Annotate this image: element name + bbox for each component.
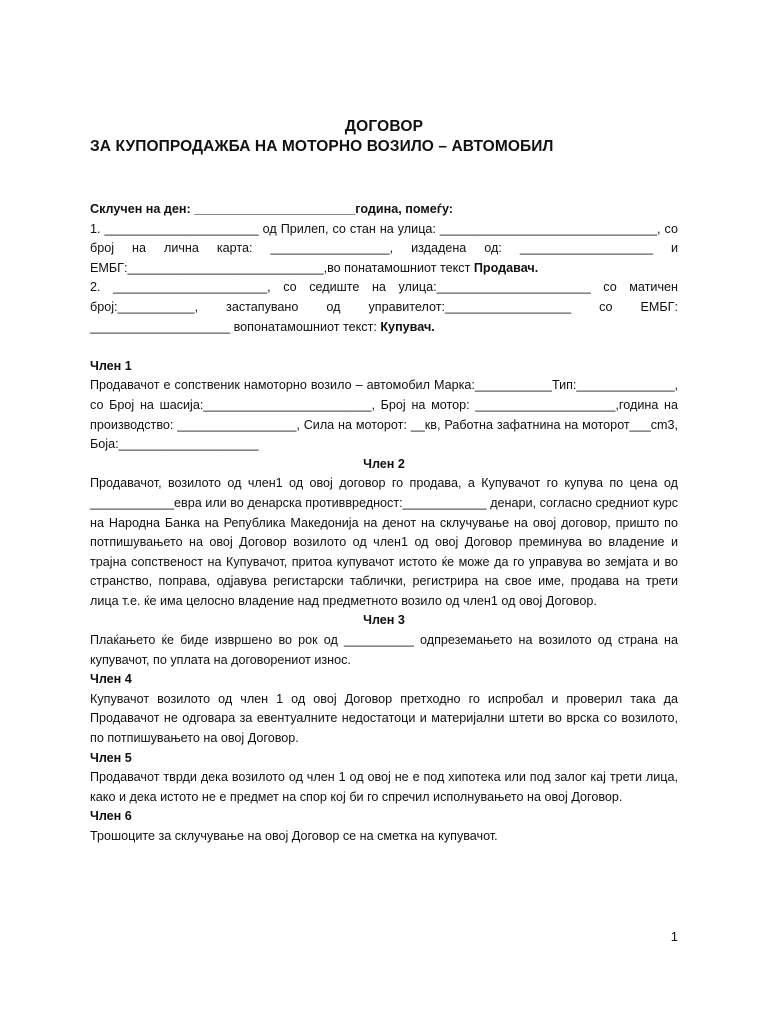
document-title: ДОГОВОР <box>344 118 424 135</box>
article-3-title: Член 3 <box>363 613 405 628</box>
article-6-title: Член 6 <box>90 809 132 824</box>
party-2-role: Купувач. <box>380 319 435 334</box>
article-5-title: Член 5 <box>90 750 132 765</box>
party-1-text: 1. ______________________ од Прилеп, со стан на улица: _______________________________, со број на лична карта: _________________, издадена од: ___________________ и ЕМБГ:____________________________,во понатамошниот текст <box>90 221 678 275</box>
article-3-text: Плаќањето ќе биде извршено во рок од __________ одпреземањето на возилото од страна на купувачот, по уплата на договорениот износ. <box>90 633 678 667</box>
article-2-text: Продавачот, возилото од член1 од овој договор го продава, а Купувачот го купува по цена од ____________евра или во денарска противвредност:____________ денари, согласно средниот курс на Народна Банка на Република Македонија на денот на склучување на овој договор, пришто по потпишувањето на овој Договор возилото од член1 од овој Договор преминува во владение и трајна сопственост на Купувачот, притоа купувачот истото ќе може да го управува во земјата и во странство, поправа, одјавува регистарски таблички, регистрира на свое име, продава на трети лица т.е. ќе има целосно владение над предметното возило од член1 од овој Договор. <box>90 476 678 608</box>
article-6-text: Трошоците за склучување на овој Договор се на сметка на купувачот. <box>90 829 498 843</box>
document-subtitle: ЗА КУПОПРОДАЖБА НА МОТОРНО ВОЗИЛО – АВТОМОБИЛ <box>90 138 554 155</box>
party-2 <box>90 278 678 337</box>
article-2-title: Член 2 <box>363 456 405 471</box>
article-5-text: Продавачот тврди дека возилото од член 1 од овој не е под хипотека или под залог кај трети лица, како и дека истото не е предмет на спор кој би го спречил исполнувањето на овој Договор. <box>90 770 678 804</box>
party-1 <box>90 220 678 279</box>
article-4-title: Член 4 <box>90 672 132 687</box>
article-1-text: Продавачот е сопственик намоторно возило – автомобил Марка:___________Тип:______________, со Број на шасија:________________________, Број на мотор: ____________________,година на производство: _________________, Сила на моторот: __кв, Работна зафатнина на моторот___cm3, Боја:____________________ <box>90 378 678 452</box>
article-1-title: Член 1 <box>90 358 132 373</box>
party-1-role: Продавач. <box>473 260 539 275</box>
party-2-text: 2. ______________________, со седиште на улица:______________________ со матичен број:___________, застапувано од управителот:__________________ со ЕМБГ: ____________________ вопонатамошниот текст: <box>90 280 678 334</box>
article-4-text: Купувачот возилото од член 1 од овој Договор претходно го испробал и проверил така да Продавачот не одговара за евентуалните недостатоци и материјални штети во врска со возилото, по потпишувањето на овој Договор. <box>90 691 678 746</box>
concluded-line: Склучен на ден: _______________________година, помеѓу: <box>90 202 453 216</box>
document-body <box>90 200 678 847</box>
page-number: 1 <box>670 929 678 944</box>
